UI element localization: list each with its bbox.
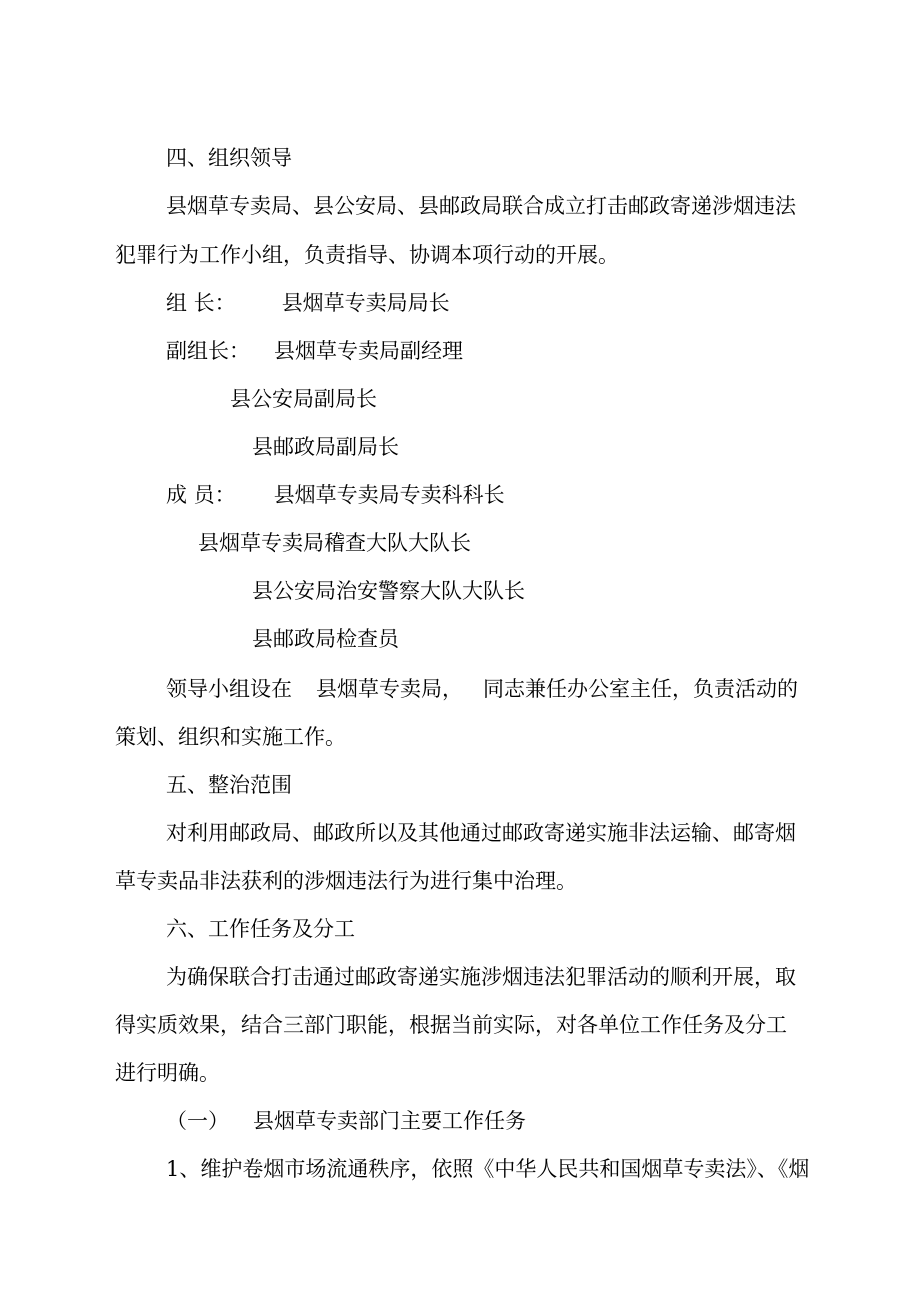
office-line-2: 策划、组织和实施工作。 xyxy=(115,725,346,749)
section-6-paragraph-line-3: 进行明确。 xyxy=(115,1061,220,1085)
section-6-paragraph-line-1: 为确保联合打击通过邮政寄递实施涉烟违法犯罪活动的顺利开展，取 xyxy=(166,965,796,989)
leader-row xyxy=(166,291,450,315)
office-text-2: 县烟草专卖局， xyxy=(316,677,463,701)
member-value-4: 县邮政局检查员 xyxy=(252,627,399,651)
section-5-paragraph-line-2: 草专卖品非法获利的涉烟违法行为进行集中治理。 xyxy=(115,869,577,893)
section-5-paragraph-line-1: 对利用邮政局、邮政所以及其他通过邮政寄递实施非法运输、邮寄烟 xyxy=(166,821,796,845)
section-4-paragraph-line-2: 犯罪行为工作小组，负责指导、协调本项行动的开展。 xyxy=(115,243,619,267)
section-4-paragraph-line-1: 县烟草专卖局、县公安局、县邮政局联合成立打击邮政寄递涉烟违法 xyxy=(166,194,796,218)
member-label: 成 员： xyxy=(166,483,236,507)
item-1-line-1: 1、维护卷烟市场流通秩序，依照《中华人民共和国烟草专卖法》、《烟 xyxy=(166,1157,810,1181)
office-row xyxy=(166,677,798,701)
section-5-heading: 五、整治范围 xyxy=(166,773,292,797)
section-6-paragraph-line-2: 得实质效果，结合三部门职能，根据当前实际，对各单位工作任务及分工 xyxy=(115,1013,787,1037)
deputy-label: 副组长： xyxy=(166,339,250,363)
office-text-3: 同志兼任办公室主任，负责活动的 xyxy=(483,677,798,701)
leader-label: 组 长： xyxy=(166,291,236,315)
subsection-1-title: 县烟草专卖部门主要工作任务 xyxy=(253,1109,526,1133)
deputy-value-3: 县邮政局副局长 xyxy=(252,435,399,459)
member-row xyxy=(166,483,505,507)
deputy-value-1: 县烟草专卖局副经理 xyxy=(274,339,463,363)
subsection-1-heading xyxy=(166,1109,526,1133)
section-6-heading: 六、工作任务及分工 xyxy=(166,917,355,941)
section-4-heading: 四、组织领导 xyxy=(166,146,292,170)
member-value-2: 县烟草专卖局稽查大队大队长 xyxy=(198,531,471,555)
member-value-3: 县公安局治安警察大队大队长 xyxy=(252,579,525,603)
leader-value: 县烟草专卖局局长 xyxy=(281,291,450,315)
member-value-1: 县烟草专卖局专卖科科长 xyxy=(273,483,505,507)
deputy-row xyxy=(166,339,463,363)
subsection-1-label: （一） xyxy=(166,1109,229,1133)
office-text-1: 领导小组设在 xyxy=(166,677,292,701)
deputy-value-2: 县公安局副局长 xyxy=(230,387,377,411)
